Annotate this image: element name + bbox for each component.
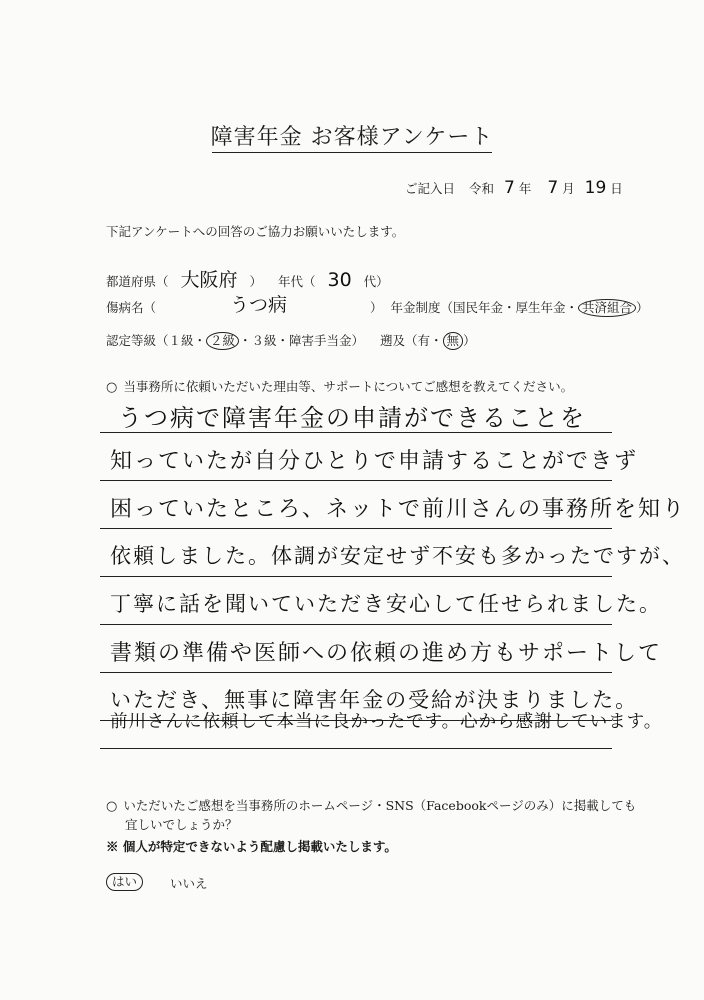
option-yes-label: はい bbox=[106, 873, 143, 891]
date-label: ご記入日 bbox=[405, 181, 456, 196]
answer-rule bbox=[100, 432, 612, 433]
publication-note: ※ 個人が特定できないよう配慮し掲載いたします。 bbox=[106, 839, 397, 854]
date-day-unit: 日 bbox=[610, 181, 623, 196]
date-year-unit: 年 bbox=[518, 181, 532, 196]
pension-close: ） bbox=[636, 300, 649, 315]
date-month: 7 bbox=[547, 178, 559, 198]
prefecture-value: 大阪府 bbox=[180, 269, 238, 291]
illness-row bbox=[106, 298, 156, 316]
answer-rule bbox=[100, 480, 612, 481]
option-yes[interactable] bbox=[106, 873, 143, 891]
title-underline bbox=[212, 152, 492, 153]
date-era: 令和 bbox=[469, 181, 495, 196]
page-title: 障害年金 お客様アンケート bbox=[210, 125, 494, 150]
age-label: 年代（ bbox=[278, 274, 316, 289]
retro-label: 遡及（有・ bbox=[380, 333, 443, 348]
answer-rule bbox=[100, 576, 612, 577]
answer-line: 知っていたが自分ひとりで申請することができず bbox=[110, 449, 639, 474]
intro-text: 下記アンケートへの回答のご協力お願いいたします。 bbox=[106, 224, 405, 239]
retro-close: ） bbox=[463, 333, 476, 348]
pension-row bbox=[370, 298, 649, 317]
answer-line: 困っていたところ、ネットで前川さんの事務所を知り bbox=[110, 497, 687, 522]
answer-line: 書類の準備や医師への依頼の進め方もサポートして bbox=[110, 641, 663, 666]
retro-selected: 無 bbox=[443, 332, 464, 350]
prefecture-label: 都道府県（ bbox=[106, 274, 169, 289]
answer-rule bbox=[100, 748, 612, 749]
question-1 bbox=[106, 377, 573, 395]
circle-bullet-icon: ○ bbox=[106, 799, 118, 814]
answer-line: 前川さんに依頼して本当に良かったです。心から感謝しています。 bbox=[110, 712, 663, 732]
prefecture-row bbox=[106, 265, 389, 292]
prefecture-close: ） bbox=[249, 274, 263, 289]
age-unit: 代） bbox=[363, 274, 389, 289]
illness-label: 傷病名（ bbox=[106, 300, 157, 315]
answer-rule bbox=[100, 672, 612, 673]
date-row bbox=[405, 178, 623, 198]
illness-close: ） bbox=[370, 300, 383, 315]
question-1-text: 当事務所に依頼いただいた理由等、サポートについてご感想を教えてください。 bbox=[123, 379, 574, 394]
circle-bullet-icon: ○ bbox=[106, 380, 118, 395]
grade-label: 認定等級（１級・ bbox=[106, 333, 207, 348]
age-value: 30 bbox=[327, 269, 352, 291]
pension-selected: 共済組合 bbox=[578, 299, 636, 317]
grade-selected: ２級 bbox=[206, 332, 239, 350]
illness-value: うつ病 bbox=[230, 294, 288, 316]
question-2-line-1: いただいたご感想を当事務所のホームページ・SNS（Facebookページのみ）に掲載しても bbox=[123, 798, 637, 813]
option-no[interactable]: いいえ bbox=[170, 876, 208, 891]
question-2 bbox=[106, 796, 636, 814]
answer-rule bbox=[100, 624, 612, 625]
pension-label: 年金制度（国民年金・厚生年金・ bbox=[390, 300, 579, 315]
answer-line: うつ病で障害年金の申請ができることを bbox=[118, 404, 586, 432]
date-day: 19 bbox=[584, 178, 607, 198]
date-year: 7 bbox=[504, 178, 515, 198]
answer-line: 依頼しました。体調が安定せず不安も多かったですが、 bbox=[110, 544, 685, 568]
answer-line: いただき、無事に障害年金の受給が決まりました。 bbox=[110, 688, 639, 712]
answer-line: 丁寧に話を聞いていただき安心して任せられました。 bbox=[110, 592, 662, 616]
answer-rule bbox=[100, 528, 612, 529]
grade-row bbox=[106, 331, 476, 350]
grade-rest: ・３級・障害手当金） bbox=[239, 333, 365, 348]
question-2-line-2: 宜しいでしょうか？ bbox=[125, 817, 238, 832]
date-month-unit: 月 bbox=[562, 181, 575, 196]
